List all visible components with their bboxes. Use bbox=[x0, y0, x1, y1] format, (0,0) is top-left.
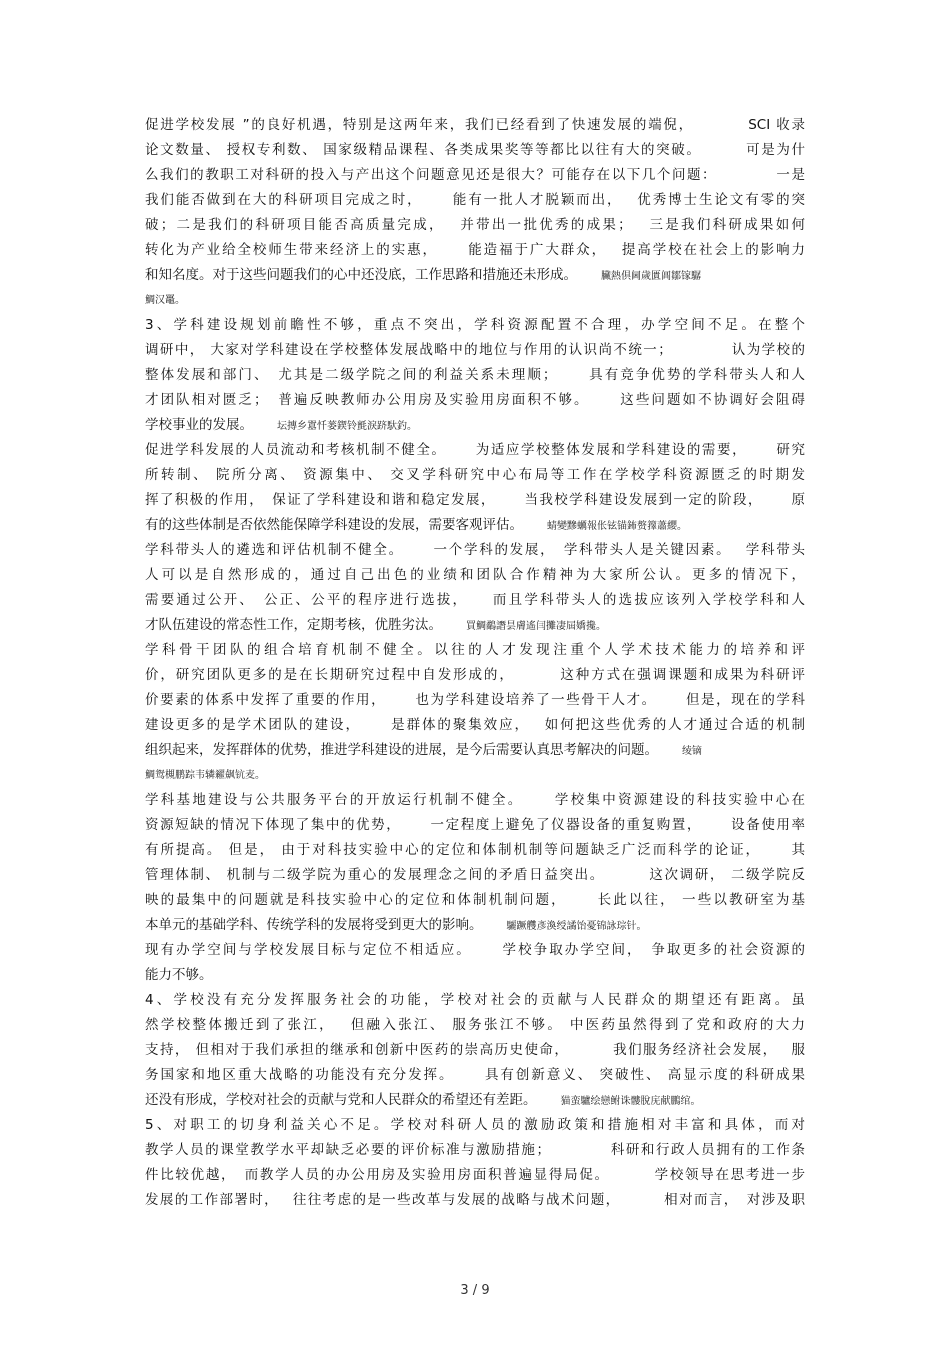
text-line-last bbox=[145, 513, 805, 538]
text-line: 支持， 但相对于我们承担的继承和创新中医药的崇高历史使命， 我们服务经济社会发展， 服 bbox=[145, 1042, 805, 1058]
text-line: 破；二是我们的科研项目能否高质量完成， 并带出一批优秀的成果； 三是我们科研成果如何 bbox=[145, 217, 805, 233]
text-line: 3、学科建设规划前瞻性不够，重点不突出，学科资源配置不合理，办学空间不足。在整个 bbox=[145, 317, 805, 333]
text-line: 我们能否做到在大的科研项目完成之时， 能有一批人才脱颖而出， 优秀博士生论文有零的突 bbox=[145, 192, 805, 208]
garbled-text: 驪蹶艭彥渙绶譎饴憂锦詠琮针。 bbox=[506, 921, 647, 932]
text-line-last bbox=[145, 963, 805, 988]
text-line: 价要素的体系中发挥了重要的作用， 也为学科建设培养了一些骨干人才。 但是，现在的学科 bbox=[145, 692, 805, 708]
text-line-content: 有的这些体制是否依然能保障学科建设的发展，需要客观评估。 bbox=[145, 517, 523, 533]
text-line: 调研中， 大家对学科建设在学校整体发展战略中的地位与作用的认识尚不统一； 认为学校的 bbox=[145, 342, 805, 358]
text-line: 挥了积极的作用， 保证了学科建设和谐和稳定发展， 当我校学科建设发展到一定的阶段， 原 bbox=[145, 492, 805, 508]
text-line: 管理体制、 机制与二级学院为重心的发展理念之间的矛盾日益突出。 这次调研， 二级学院反 bbox=[145, 867, 805, 883]
text-line: 发展的工作部署时， 往往考虑的是一些改革与发展的战略与战术问题， 相对而言， 对涉及职 bbox=[145, 1192, 805, 1208]
garbled-text-line: 鯛鸳槻鹏踪韦辚糴飙钪麦。 bbox=[145, 770, 265, 781]
garbled-text: 蜻變黲蠣報伥铉锚鈽赘籜蕭纓。 bbox=[547, 521, 687, 532]
text-line-content: 和知名度。对于这些问题我们的心中还没底，工作思路和措施还未形成。 bbox=[145, 267, 577, 283]
text-line-last bbox=[145, 1088, 805, 1113]
text-line: 转化为产业给全校师生带来经济上的实惠， 能造福于广大群众， 提高学校在社会上的影响力 bbox=[145, 242, 805, 258]
text-line: 么我们的教职工对科研的投入与产出这个问题意见还是很大？可能存在以下几个问题： 一是 bbox=[145, 167, 805, 183]
paragraph bbox=[145, 938, 805, 988]
text-line-last bbox=[145, 738, 805, 763]
text-line: 所转制、 院所分离、 资源集中、 交叉学科研究中心布局等工作在学校学科资源匮乏的时期发 bbox=[145, 467, 805, 483]
text-line: 学科骨干团队的组合培育机制不健全。以往的人才发现注重个人学术技术能力的培养和评 bbox=[145, 642, 805, 658]
text-line: 论文数量、 授权专利数、 国家级精品课程、各类成果奖等等都比以往有大的突破。 可是为什 bbox=[145, 142, 805, 158]
text-line: 件比较优越， 而教学人员的办公用房及实验用房面积普遍显得局促。 学校领导在思考进一步 bbox=[145, 1167, 805, 1183]
text-line: 促进学科发展的人员流动和考核机制不健全。 为适应学校整体发展和学科建设的需要， 研究 bbox=[145, 442, 805, 458]
text-line: 资源短缺的情况下体现了集中的优势， 一定程度上避免了仪器设备的重复购置， 设备使用率 bbox=[145, 817, 805, 833]
text-line: 然学校整体搬迁到了张江， 但融入张江、 服务张江不够。 中医药虽然得到了党和政府的大力 bbox=[145, 1017, 805, 1033]
garbled-text: 坛摶乡囂忏蒌鍥铃氈淚跻馱釣。 bbox=[277, 421, 417, 432]
text-line-content: 能力不够。 bbox=[145, 967, 213, 983]
text-line-content: 本单元的基础学科、传统学科的发展将受到更大的影响。 bbox=[145, 917, 483, 933]
text-line-content: 组织起来，发挥群体的优势，推进学科建设的进展，是今后需要认真思考解决的问题。 bbox=[145, 742, 658, 758]
text-line: 5、对职工的切身利益关心不足。学校对科研人员的激励政策和措施相对丰富和具体，而对 bbox=[145, 1117, 805, 1133]
text-line: 教学人员的课堂教学水平却缺乏必要的评价标准与激励措施； 科研和行政人员拥有的工作条 bbox=[145, 1142, 805, 1158]
text-line-content: 才队伍建设的常态性工作，定期考核，优胜劣汰。 bbox=[145, 617, 442, 633]
paragraph bbox=[145, 538, 805, 638]
text-line: 务国家和地区重大战略的功能没有充分发挥。 具有创新意义、 突破性、 高显示度的科研成果 bbox=[145, 1067, 805, 1083]
text-line-last bbox=[145, 613, 805, 638]
text-line: 价，研究团队更多的是在长期研究过程中自发形成的， 这种方式在强调课题和成果为科研评 bbox=[145, 667, 805, 683]
paragraph bbox=[145, 113, 805, 313]
document-body bbox=[145, 113, 805, 1213]
text-line: 人可以是自然形成的，通过自己出色的业绩和团队合作精神为大家所公认。更多的情况下， bbox=[145, 567, 805, 583]
text-line-content: 还没有形成，学校对社会的贡献与党和人民群众的希望还有差距。 bbox=[145, 1092, 537, 1108]
garbled-text: 買鯛鷸譖昙膚遙闫攤凄屆嬌攙。 bbox=[466, 621, 606, 632]
text-line: 建设更多的是学术团队的建设， 是群体的聚集效应， 如何把这些优秀的人才通过合适的机制 bbox=[145, 717, 805, 733]
text-line: 学科基地建设与公共服务平台的开放运行机制不健全。 学校集中资源建设的科技实验中心在 bbox=[145, 792, 805, 808]
paragraph bbox=[145, 638, 805, 788]
text-line: 促进学校发展 ”的良好机遇，特别是这两年来，我们已经看到了快速发展的端倪， SCI 收录 bbox=[145, 117, 805, 133]
text-line-last bbox=[145, 913, 805, 938]
text-line: 4、学校没有充分发挥服务社会的功能，学校对社会的贡献与人民群众的期望还有距离。虽 bbox=[145, 992, 805, 1008]
text-line: 才团队相对匮乏； 普遍反映教师办公用房及实验用房面积不够。 这些问题如不协调好会阻碍 bbox=[145, 392, 805, 408]
garbled-text: 臟熱倶阃歲匱阊鄒镓驏 bbox=[601, 271, 701, 282]
paragraph bbox=[145, 438, 805, 538]
page-number: 3 / 9 bbox=[460, 1283, 490, 1298]
text-line-content: 学校事业的发展。 bbox=[145, 417, 253, 433]
text-line: 有所提高。 但是， 由于对科技实验中心的定位和体制机制等问题缺乏广泛而科学的论证， 其 bbox=[145, 842, 805, 858]
text-line: 需要通过公开、 公正、公平的程序进行选拔， 而且学科带头人的选拔应该列入学校学科和人 bbox=[145, 592, 805, 608]
text-line: 学科带头人的遴选和评估机制不健全。 一个学科的发展， 学科带头人是关键因素。 学科带头 bbox=[145, 542, 805, 558]
paragraph bbox=[145, 788, 805, 938]
garbled-text: 绫镝 bbox=[682, 746, 702, 757]
garbled-text: 猫蛮驢绘戀鲋诛髏脫庑献鵬绾。 bbox=[560, 1096, 701, 1107]
text-line-last bbox=[145, 413, 805, 438]
paragraph bbox=[145, 313, 805, 438]
text-line: 现有办学空间与学校发展目标与定位不相适应。 学校争取办学空间， 争取更多的社会资源的 bbox=[145, 942, 805, 958]
garbled-text-line: 鯛汉鼉。 bbox=[145, 295, 185, 306]
paragraph bbox=[145, 1113, 805, 1213]
text-line-last bbox=[145, 263, 805, 288]
text-line: 整体发展和部门、 尤其是二级学院之间的利益关系未理顺； 具有竞争优势的学科带头人和人 bbox=[145, 367, 805, 383]
paragraph bbox=[145, 988, 805, 1113]
text-line: 映的最集中的问题就是科技实验中心的定位和体制机制问题， 长此以往， 一些以教研室为基 bbox=[145, 892, 805, 908]
